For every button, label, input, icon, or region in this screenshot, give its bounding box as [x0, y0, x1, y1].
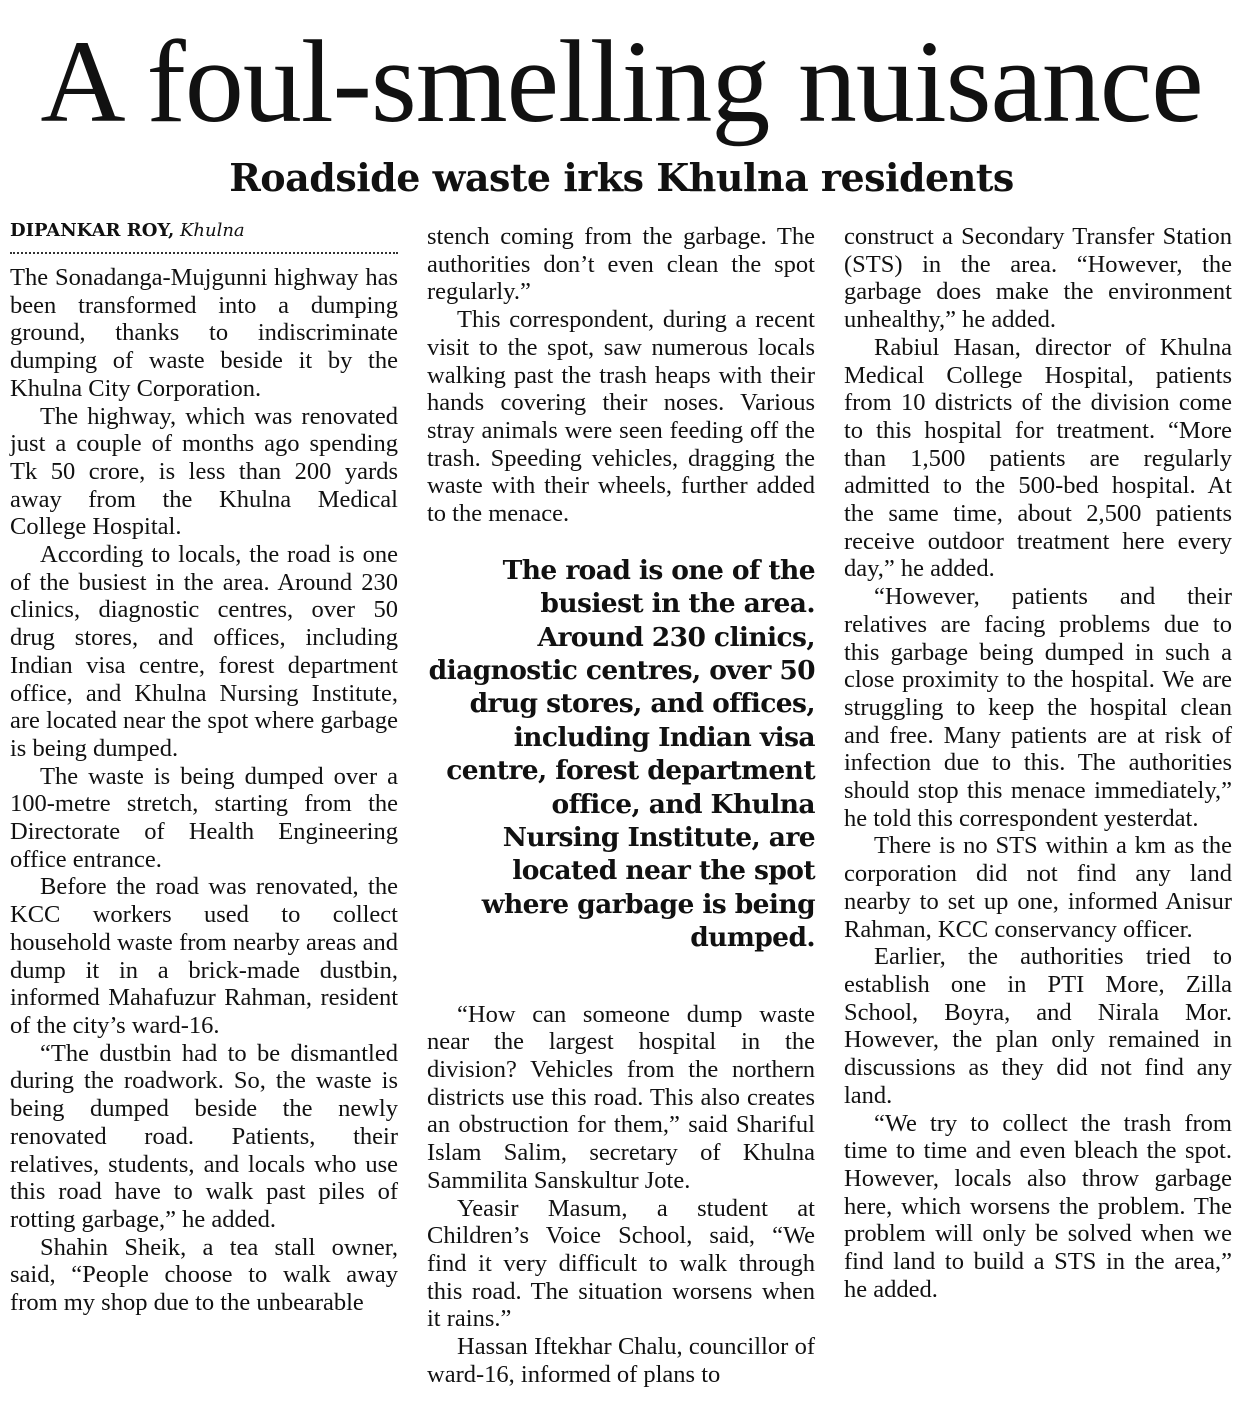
article-column-3 [844, 223, 1232, 1303]
article-column-1 [10, 216, 398, 1317]
paragraph: Rabiul Hasan, director of Khulna Medical College Hospital, patients from 10 districts of the division come to this hospital for treatment. “More than 1,500 patients are regularly admitted to the 500-bed hospital. At the same time, about 2,500 patients receive outdoor treatment here every day,” he added. [844, 333, 1232, 583]
paragraph: Shahin Sheik, a tea stall owner, said, “People choose to walk away from my shop due to the unbearable [10, 1233, 398, 1317]
paragraph: “How can someone dump waste near the largest hospital in the division? Vehicles from the northern districts use this road. This also creates an obstruction for them,” said Shariful Islam Salim, secretary of Khulna Sammilita Sanskultur Jote. [427, 1000, 815, 1194]
paragraph: “The dustbin had to be dismantled during the roadwork. So, the waste is being dumped beside the newly renovated road. Patients, their relatives, students, and locals who use this road have to walk past piles of rotting garbage,” he added. [10, 1039, 398, 1233]
headline: A foul-smelling nuisance [40, 16, 1203, 147]
article-column-2 [427, 223, 815, 1388]
pull-quote: The road is one of the busiest in the area. Around 230 clinics, diagnostic centres, over 50 drug stores, and offices, including Indian visa centre, forest department office, and Khulna Nursing Institute, are located near the spot where garbage is being dumped. [428, 554, 815, 954]
paragraph: stench coming from the garbage. The authorities don’t even clean the spot regularly.” [427, 223, 815, 306]
paragraph: This correspondent, during a recent visit to the spot, saw numerous locals walking past the trash heaps with their hands covering their noses. Various stray animals were seen feeding off the trash. Speeding vehicles, dragging the waste with their wheels, further added to the menace. [427, 306, 815, 528]
byline [10, 216, 398, 254]
paragraph: “We try to collect the trash from time to time and even bleach the spot. However, locals also throw garbage here, which worsens the problem. The problem will only be solved when we find land to build a STS in the area,” he added. [844, 1109, 1232, 1303]
byline-location: Khulna [179, 220, 245, 241]
byline-author: DIPANKAR ROY, [10, 220, 175, 241]
paragraph: Earlier, the authorities tried to establish one in PTI More, Zilla School, Boyra, and Nirala Mor. However, the plan only remained in discussions as they did not find any land. [844, 943, 1232, 1109]
paragraph: According to locals, the road is one of the busiest in the area. Around 230 clinics, diagnostic centres, over 50 drug stores, and offices, including Indian visa centre, forest department office, and Khulna Nursing Institute, are located near the spot where garbage is being dumped. [10, 541, 398, 762]
paragraph: The highway, which was renovated just a couple of months ago spending Tk 50 crore, is less than 200 yards away from the Khulna Medical College Hospital. [10, 402, 398, 541]
paragraph: The waste is being dumped over a 100-metre stretch, starting from the Directorate of Health Engineering office entrance. [10, 762, 398, 873]
paragraph: Hassan Iftekhar Chalu, councillor of ward-16, informed of plans to [427, 1333, 815, 1388]
paragraph: Yeasir Masum, a student at Children’s Voice School, said, “We find it very difficult to walk through this road. The situation worsens when it rains.” [427, 1194, 815, 1333]
paragraph: construct a Secondary Transfer Station (STS) in the area. “However, the garbage does make the environment unhealthy,” he added. [844, 223, 1232, 334]
paragraph: The Sonadanga-Mujgunni highway has been transformed into a dumping ground, thanks to indiscriminate dumping of waste beside it by the Khulna City Corporation. [10, 264, 398, 402]
paragraph: There is no STS within a km as the corporation did not find any land nearby to set up one, informed Anisur Rahman, KCC conservancy officer. [844, 832, 1232, 943]
paragraph: Before the road was renovated, the KCC workers used to collect household waste from nearby areas and dump it in a brick-made dustbin, informed Mahafuzur Rahman, resident of the city’s ward-16. [10, 873, 398, 1039]
subheadline: Roadside waste irks Khulna residents [229, 155, 1014, 200]
paragraph: “However, patients and their relatives are facing problems due to this garbage being dumped in such a close proximity to the hospital. We are struggling to keep the hospital clean and free. Many patients are at risk of infection due to this. The authorities should stop this menace immediately,” he told this correspondent yesterdat. [844, 583, 1232, 832]
